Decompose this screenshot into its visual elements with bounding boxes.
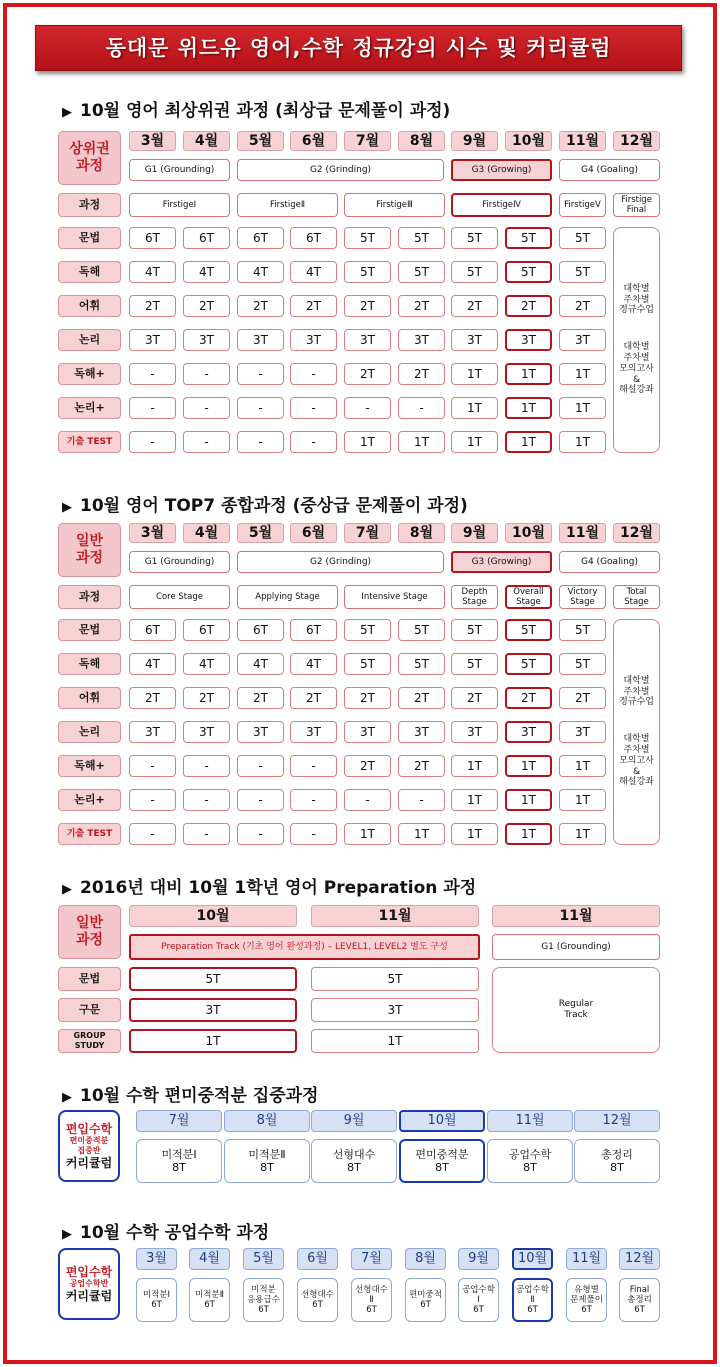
course-core: Core Stage	[129, 585, 230, 609]
hours-cell: 5T	[559, 261, 606, 283]
math-side-label-line: 편입수학	[65, 1264, 113, 1279]
hours-cell: 6T	[290, 227, 337, 249]
triangle-icon: ▶	[62, 500, 72, 515]
month-header: 3월	[129, 523, 176, 543]
phase-g4: G4 (Goaling)	[559, 159, 660, 181]
hours-cell: 5T	[505, 227, 552, 249]
hours-cell: -	[237, 363, 284, 385]
course-row-label: 과정	[58, 193, 121, 217]
course-row-label: 과정	[58, 585, 121, 609]
course-cell: 선형대수 Ⅱ 6T	[351, 1278, 392, 1322]
hours-cell: 2T	[344, 755, 391, 777]
hours-cell: 1T	[505, 397, 552, 419]
hours-cell: 2T	[344, 687, 391, 709]
hours-cell: -	[183, 431, 230, 453]
month-header: 10월	[512, 1248, 553, 1270]
hours-cell: 6T	[129, 227, 176, 249]
hours-cell: 3T	[505, 721, 552, 743]
hours-cell: -	[290, 823, 337, 845]
hours-cell: 5T	[451, 227, 498, 249]
hours-cell: 5T	[344, 261, 391, 283]
month-header: 11월	[492, 905, 660, 927]
hours-cell: 2T	[183, 295, 230, 317]
course-applying: Applying Stage	[237, 585, 338, 609]
month-header: 7월	[344, 131, 391, 151]
hours-cell: 1T	[505, 755, 552, 777]
hours-cell: 1T	[311, 1029, 479, 1053]
hours-cell: 3T	[559, 721, 606, 743]
side-note-mock: 대학별 주차별 모의고사 & 해설강좌	[619, 342, 654, 396]
month-header: 4월	[183, 131, 230, 151]
phase-g3: G3 (Growing)	[451, 159, 552, 181]
hours-cell: 3T	[559, 329, 606, 351]
month-header: 11월	[559, 131, 606, 151]
page-title: 동대문 위드유 영어,수학 정규강의 시수 및 커리큘럼	[35, 25, 682, 71]
month-header: 11월	[566, 1248, 607, 1270]
phase-g1: G1 (Grounding)	[492, 934, 660, 960]
hours-cell: -	[290, 397, 337, 419]
row-label: 논리+	[58, 397, 121, 419]
hours-cell: 2T	[451, 295, 498, 317]
course-cell: 공업수학 Ⅰ 6T	[458, 1278, 499, 1322]
month-header: 6월	[290, 523, 337, 543]
month-header: 10월	[399, 1110, 485, 1132]
hours-cell: 3T	[398, 721, 445, 743]
month-header: 9월	[451, 131, 498, 151]
hours-cell: 1T	[505, 431, 552, 453]
row-label: 논리	[58, 329, 121, 351]
month-header: 10월	[505, 523, 552, 543]
row-label: 문법	[58, 967, 121, 991]
hours-cell: 5T	[451, 261, 498, 283]
hours-cell: 3T	[129, 998, 297, 1022]
month-header: 8월	[398, 523, 445, 543]
month-header: 6월	[290, 131, 337, 151]
course-intensive: Intensive Stage	[344, 585, 445, 609]
hours-cell: -	[129, 397, 176, 419]
course-cell: 미적분Ⅱ 6T	[189, 1278, 230, 1322]
row-label: 독해+	[58, 755, 121, 777]
hours-cell: -	[129, 755, 176, 777]
hours-cell: -	[344, 397, 391, 419]
hours-cell: 6T	[129, 619, 176, 641]
math-side-label-line: 공업수학반	[69, 1279, 109, 1289]
hours-cell: 5T	[505, 653, 552, 675]
course-cell: 미적분 응용급수 6T	[243, 1278, 284, 1322]
month-header: 3월	[129, 131, 176, 151]
course-cell: 미적분Ⅰ 6T	[136, 1278, 177, 1322]
hours-cell: 3T	[451, 329, 498, 351]
hours-cell: -	[398, 397, 445, 419]
hours-cell: 1T	[398, 823, 445, 845]
hours-cell: 6T	[183, 619, 230, 641]
section-title-text: 10월 영어 최상위권 과정 (최상급 문제풀이 과정)	[80, 101, 451, 121]
hours-cell: -	[344, 789, 391, 811]
course-cell: 유형별 문제풀이 6T	[566, 1278, 607, 1322]
hours-cell: 6T	[237, 227, 284, 249]
hours-cell: -	[183, 823, 230, 845]
row-label: 논리	[58, 721, 121, 743]
hours-cell: 1T	[559, 431, 606, 453]
hours-cell: 3T	[311, 998, 479, 1022]
hours-cell: 1T	[505, 789, 552, 811]
math-side-label-line: 편미중적분 집중반	[69, 1136, 109, 1155]
month-header: 7월	[136, 1110, 222, 1132]
month-header: 4월	[189, 1248, 230, 1270]
hours-cell: 2T	[398, 295, 445, 317]
hours-cell: 3T	[129, 721, 176, 743]
row-label: 논리+	[58, 789, 121, 811]
row-label: 독해	[58, 653, 121, 675]
section-title	[62, 491, 468, 516]
course-firstige-1: FirstigeⅠ	[129, 193, 230, 217]
month-header: 3월	[136, 1248, 177, 1270]
hours-cell: 1T	[559, 363, 606, 385]
section-title	[62, 1218, 269, 1243]
row-label: 기출 TEST	[58, 823, 121, 845]
month-header: 8월	[398, 131, 445, 151]
hours-cell: 1T	[451, 363, 498, 385]
course-cell: 공업수학 Ⅱ 6T	[512, 1278, 553, 1322]
hours-cell: 2T	[237, 295, 284, 317]
hours-cell: 2T	[398, 363, 445, 385]
hours-cell: 3T	[290, 721, 337, 743]
hours-cell: 2T	[237, 687, 284, 709]
math-side-label-line: 커리큘럼	[65, 1288, 113, 1303]
hours-cell: 3T	[344, 721, 391, 743]
triangle-icon: ▶	[62, 882, 72, 897]
hours-cell: 3T	[398, 329, 445, 351]
hours-cell: -	[129, 431, 176, 453]
course-firstige-5: FirstigeⅤ	[559, 193, 606, 217]
row-label: 문법	[58, 619, 121, 641]
hours-cell: -	[290, 363, 337, 385]
hours-cell: 1T	[505, 823, 552, 845]
hours-cell: 4T	[237, 261, 284, 283]
hours-cell: 5T	[505, 261, 552, 283]
math-side-label-line: 커리큘럼	[65, 1155, 113, 1170]
hours-cell: 1T	[559, 823, 606, 845]
hours-cell: -	[183, 755, 230, 777]
hours-cell: 5T	[559, 227, 606, 249]
course-firstige-final: Firstige Final	[613, 193, 660, 217]
course-depth: Depth Stage	[451, 585, 498, 609]
hours-cell: -	[237, 755, 284, 777]
hours-cell: 5T	[344, 653, 391, 675]
hours-cell: 3T	[129, 329, 176, 351]
hours-cell: -	[183, 789, 230, 811]
hours-cell: 1T	[559, 755, 606, 777]
course-cell: 공업수학 8T	[487, 1139, 573, 1183]
hours-cell: 1T	[451, 431, 498, 453]
group-label: 상위권 과정	[58, 131, 121, 185]
hours-cell: 6T	[237, 619, 284, 641]
hours-cell: 4T	[290, 653, 337, 675]
section-title-text: 10월 수학 공업수학 과정	[80, 1223, 270, 1243]
hours-cell: 4T	[183, 261, 230, 283]
hours-cell: 5T	[398, 227, 445, 249]
hours-cell: 3T	[344, 329, 391, 351]
hours-cell: 2T	[451, 687, 498, 709]
hours-cell: -	[129, 823, 176, 845]
month-header: 8월	[224, 1110, 310, 1132]
month-header: 6월	[297, 1248, 338, 1270]
course-overall: Overall Stage	[505, 585, 552, 609]
section-title-text: 10월 수학 편미중적분 집중과정	[80, 1086, 319, 1106]
hours-cell: -	[290, 789, 337, 811]
month-header: 8월	[405, 1248, 446, 1270]
hours-cell: 1T	[451, 397, 498, 419]
hours-cell: 2T	[398, 755, 445, 777]
math-side-label-line: 편입수학	[65, 1122, 113, 1137]
row-label: 어휘	[58, 295, 121, 317]
math-side-label	[58, 1248, 120, 1320]
math-side-label	[58, 1110, 120, 1182]
hours-cell: -	[290, 755, 337, 777]
hours-cell: 2T	[290, 295, 337, 317]
month-header: 4월	[183, 523, 230, 543]
phase-g2: G2 (Grinding)	[237, 551, 444, 573]
hours-cell: 3T	[505, 329, 552, 351]
hours-cell: 1T	[398, 431, 445, 453]
hours-cell: 5T	[129, 967, 297, 991]
hours-cell: 2T	[129, 687, 176, 709]
month-header: 11월	[487, 1110, 573, 1132]
phase-g2: G2 (Grinding)	[237, 159, 444, 181]
hours-cell: 5T	[451, 619, 498, 641]
hours-cell: -	[183, 363, 230, 385]
hours-cell: 3T	[290, 329, 337, 351]
row-label: 독해+	[58, 363, 121, 385]
month-header: 10월	[505, 131, 552, 151]
month-header: 12월	[574, 1110, 660, 1132]
side-note-regular: 대학별 주차별 정규수업	[619, 675, 654, 708]
hours-cell: 3T	[183, 721, 230, 743]
month-header: 11월	[559, 523, 606, 543]
hours-cell: 5T	[451, 653, 498, 675]
group-label: 일반 과정	[58, 905, 121, 959]
hours-cell: -	[398, 789, 445, 811]
month-header: 5월	[243, 1248, 284, 1270]
hours-cell: 5T	[398, 653, 445, 675]
triangle-icon: ▶	[62, 105, 72, 120]
course-firstige-4: FirstigeⅣ	[451, 193, 552, 217]
row-label: 어휘	[58, 687, 121, 709]
hours-cell: -	[237, 397, 284, 419]
preparation-track: Preparation Track (기초 영어 완성과정) – LEVEL1, LEVEL2 별도 구성	[129, 934, 480, 960]
hours-cell: 2T	[129, 295, 176, 317]
hours-cell: 2T	[344, 295, 391, 317]
hours-cell: 1T	[559, 397, 606, 419]
month-header: 12월	[619, 1248, 660, 1270]
hours-cell: 5T	[398, 619, 445, 641]
course-cell: 총정리 8T	[574, 1139, 660, 1183]
month-header: 9월	[458, 1248, 499, 1270]
hours-cell: 4T	[129, 261, 176, 283]
course-firstige-3: FirstigeⅢ	[344, 193, 445, 217]
course-cell: 미적분Ⅰ 8T	[136, 1139, 222, 1183]
hours-cell: 2T	[398, 687, 445, 709]
hours-cell: 2T	[559, 687, 606, 709]
hours-cell: 2T	[505, 687, 552, 709]
course-cell: 선형대수 6T	[297, 1278, 338, 1322]
month-header: 7월	[344, 523, 391, 543]
course-cell: 편미중적 6T	[405, 1278, 446, 1322]
side-note	[613, 619, 660, 845]
hours-cell: 5T	[559, 619, 606, 641]
hours-cell: 4T	[290, 261, 337, 283]
course-cell: 선형대수 8T	[311, 1139, 397, 1183]
hours-cell: -	[237, 789, 284, 811]
section-title	[62, 96, 450, 121]
course-cell: 편미중적분 8T	[399, 1139, 485, 1183]
month-header: 9월	[311, 1110, 397, 1132]
hours-cell: 3T	[451, 721, 498, 743]
hours-cell: 3T	[237, 721, 284, 743]
hours-cell: 4T	[129, 653, 176, 675]
hours-cell: -	[129, 363, 176, 385]
hours-cell: 1T	[451, 789, 498, 811]
hours-cell: 1T	[129, 1029, 297, 1053]
row-label: 독해	[58, 261, 121, 283]
side-note	[613, 227, 660, 453]
triangle-icon: ▶	[62, 1090, 72, 1105]
hours-cell: 5T	[311, 967, 479, 991]
section-title-text: 2016년 대비 10월 1학년 영어 Preparation 과정	[80, 878, 477, 898]
month-header: 11월	[311, 905, 479, 927]
month-header: 10월	[129, 905, 297, 927]
hours-cell: 2T	[559, 295, 606, 317]
hours-cell: 3T	[237, 329, 284, 351]
hours-cell: 1T	[559, 789, 606, 811]
phase-g4: G4 (Goaling)	[559, 551, 660, 573]
hours-cell: 6T	[183, 227, 230, 249]
month-header: 9월	[451, 523, 498, 543]
row-label: GROUP STUDY	[58, 1029, 121, 1053]
course-total: Total Stage	[613, 585, 660, 609]
hours-cell: 5T	[505, 619, 552, 641]
course-firstige-2: FirstigeⅡ	[237, 193, 338, 217]
hours-cell: 2T	[183, 687, 230, 709]
hours-cell: 1T	[344, 823, 391, 845]
hours-cell: 2T	[344, 363, 391, 385]
hours-cell: 1T	[344, 431, 391, 453]
month-header: 5월	[237, 131, 284, 151]
month-header: 12월	[613, 523, 660, 543]
hours-cell: 5T	[398, 261, 445, 283]
hours-cell: -	[129, 789, 176, 811]
month-header: 5월	[237, 523, 284, 543]
hours-cell: 5T	[344, 227, 391, 249]
hours-cell: 1T	[451, 755, 498, 777]
section-title	[62, 873, 476, 898]
section-title-text: 10월 영어 TOP7 종합과정 (중상급 문제풀이 과정)	[80, 496, 468, 516]
hours-cell: 1T	[451, 823, 498, 845]
hours-cell: 5T	[559, 653, 606, 675]
side-note-mock: 대학별 주차별 모의고사 & 해설강좌	[619, 734, 654, 788]
hours-cell: 5T	[344, 619, 391, 641]
hours-cell: -	[237, 431, 284, 453]
hours-cell: 2T	[290, 687, 337, 709]
row-label: 기출 TEST	[58, 431, 121, 453]
row-label: 구문	[58, 998, 121, 1022]
phase-g1: G1 (Grounding)	[129, 159, 230, 181]
side-note-regular: 대학별 주차별 정규수업	[619, 283, 654, 316]
course-cell: Final 총정리 6T	[619, 1278, 660, 1322]
hours-cell: -	[290, 431, 337, 453]
hours-cell: 2T	[505, 295, 552, 317]
regular-track: Regular Track	[492, 967, 660, 1053]
row-label: 문법	[58, 227, 121, 249]
course-victory: Victory Stage	[559, 585, 606, 609]
month-header: 12월	[613, 131, 660, 151]
month-header: 7월	[351, 1248, 392, 1270]
hours-cell: 4T	[237, 653, 284, 675]
section-title	[62, 1081, 318, 1106]
hours-cell: -	[237, 823, 284, 845]
hours-cell: 1T	[505, 363, 552, 385]
phase-g1: G1 (Grounding)	[129, 551, 230, 573]
course-cell: 미적분Ⅱ 8T	[224, 1139, 310, 1183]
triangle-icon: ▶	[62, 1227, 72, 1242]
hours-cell: 3T	[183, 329, 230, 351]
group-label: 일반 과정	[58, 523, 121, 577]
phase-g3: G3 (Growing)	[451, 551, 552, 573]
hours-cell: -	[183, 397, 230, 419]
hours-cell: 4T	[183, 653, 230, 675]
hours-cell: 6T	[290, 619, 337, 641]
